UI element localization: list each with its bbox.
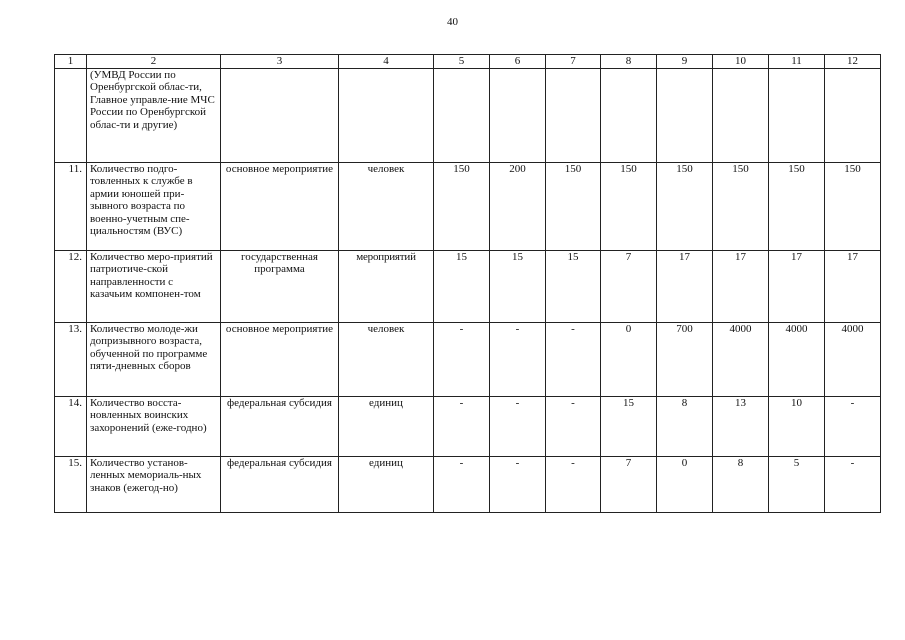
indicator-name-cell: Количество молоде-жи допризывного возраста, обученной по программе пяти-дневных сборов: [87, 323, 221, 397]
value-cell: [601, 69, 657, 163]
unit-cell: [339, 69, 434, 163]
row-number-cell: 12.: [55, 251, 87, 323]
table-header-row: [55, 55, 881, 69]
value-cell: 7: [601, 251, 657, 323]
unit-cell: единиц: [339, 397, 434, 457]
indicator-name-cell: Количество установ-ленных мемориаль-ных знаков (ежегод-но): [87, 457, 221, 513]
value-cell: 15: [546, 251, 601, 323]
value-cell: 150: [434, 163, 490, 251]
value-cell: -: [546, 457, 601, 513]
unit-cell: единиц: [339, 457, 434, 513]
table-row: [55, 69, 881, 163]
column-header: 9: [657, 55, 713, 69]
value-cell: [546, 69, 601, 163]
unit-cell: мероприятий: [339, 251, 434, 323]
value-cell: 17: [769, 251, 825, 323]
value-cell: -: [490, 457, 546, 513]
column-header: 7: [546, 55, 601, 69]
value-cell: 8: [657, 397, 713, 457]
value-cell: 15: [434, 251, 490, 323]
value-cell: 0: [601, 323, 657, 397]
indicator-name-cell: (УМВД России по Оренбургской облас-ти, Главное управле-ние МЧС России по Оренбургской облас-ти и другие): [87, 69, 221, 163]
value-cell: 700: [657, 323, 713, 397]
value-cell: [713, 69, 769, 163]
value-cell: 8: [713, 457, 769, 513]
value-cell: [657, 69, 713, 163]
value-cell: -: [825, 397, 881, 457]
table-row: [55, 251, 881, 323]
value-cell: 17: [713, 251, 769, 323]
funding-source-cell: федеральная субсидия: [221, 397, 339, 457]
row-number-cell: 15.: [55, 457, 87, 513]
row-number-cell: 13.: [55, 323, 87, 397]
table-row: [55, 457, 881, 513]
value-cell: 15: [490, 251, 546, 323]
column-header: 2: [87, 55, 221, 69]
column-header: 10: [713, 55, 769, 69]
funding-source-cell: государственная программа: [221, 251, 339, 323]
funding-source-cell: основное мероприятие: [221, 323, 339, 397]
funding-source-cell: [221, 69, 339, 163]
value-cell: 10: [769, 397, 825, 457]
value-cell: 150: [713, 163, 769, 251]
value-cell: [825, 69, 881, 163]
value-cell: 0: [657, 457, 713, 513]
value-cell: [490, 69, 546, 163]
value-cell: -: [546, 323, 601, 397]
value-cell: 4000: [825, 323, 881, 397]
row-number-cell: [55, 69, 87, 163]
column-header: 6: [490, 55, 546, 69]
value-cell: -: [546, 397, 601, 457]
column-header: 3: [221, 55, 339, 69]
column-header: 4: [339, 55, 434, 69]
value-cell: 150: [825, 163, 881, 251]
funding-source-cell: федеральная субсидия: [221, 457, 339, 513]
row-number-cell: 11.: [55, 163, 87, 251]
value-cell: -: [434, 457, 490, 513]
column-header: 11: [769, 55, 825, 69]
page-number: 40: [447, 16, 458, 28]
value-cell: -: [434, 323, 490, 397]
value-cell: -: [490, 397, 546, 457]
value-cell: 13: [713, 397, 769, 457]
value-cell: 150: [657, 163, 713, 251]
value-cell: [434, 69, 490, 163]
value-cell: -: [434, 397, 490, 457]
value-cell: [769, 69, 825, 163]
table-row: [55, 163, 881, 251]
value-cell: 17: [825, 251, 881, 323]
table-row: [55, 397, 881, 457]
indicator-name-cell: Количество меро-приятий патриотиче-ской направленности с казачьим компонен-том: [87, 251, 221, 323]
column-header: 1: [55, 55, 87, 69]
value-cell: -: [490, 323, 546, 397]
funding-source-cell: основное мероприятие: [221, 163, 339, 251]
value-cell: 150: [601, 163, 657, 251]
value-cell: 7: [601, 457, 657, 513]
value-cell: 200: [490, 163, 546, 251]
unit-cell: человек: [339, 163, 434, 251]
row-number-cell: 14.: [55, 397, 87, 457]
column-header: 12: [825, 55, 881, 69]
indicators-table: [54, 54, 881, 513]
value-cell: -: [825, 457, 881, 513]
value-cell: 4000: [713, 323, 769, 397]
value-cell: 5: [769, 457, 825, 513]
value-cell: 150: [546, 163, 601, 251]
value-cell: 17: [657, 251, 713, 323]
column-header: 5: [434, 55, 490, 69]
indicator-name-cell: Количество восста-новленных воинских захоронений (еже-годно): [87, 397, 221, 457]
table-row: [55, 323, 881, 397]
value-cell: 150: [769, 163, 825, 251]
value-cell: 4000: [769, 323, 825, 397]
unit-cell: человек: [339, 323, 434, 397]
value-cell: 15: [601, 397, 657, 457]
indicator-name-cell: Количество подго-товленных к службе в армии юношей при-зывного возраста по военно-учетным спе-циальностям (ВУС): [87, 163, 221, 251]
column-header: 8: [601, 55, 657, 69]
